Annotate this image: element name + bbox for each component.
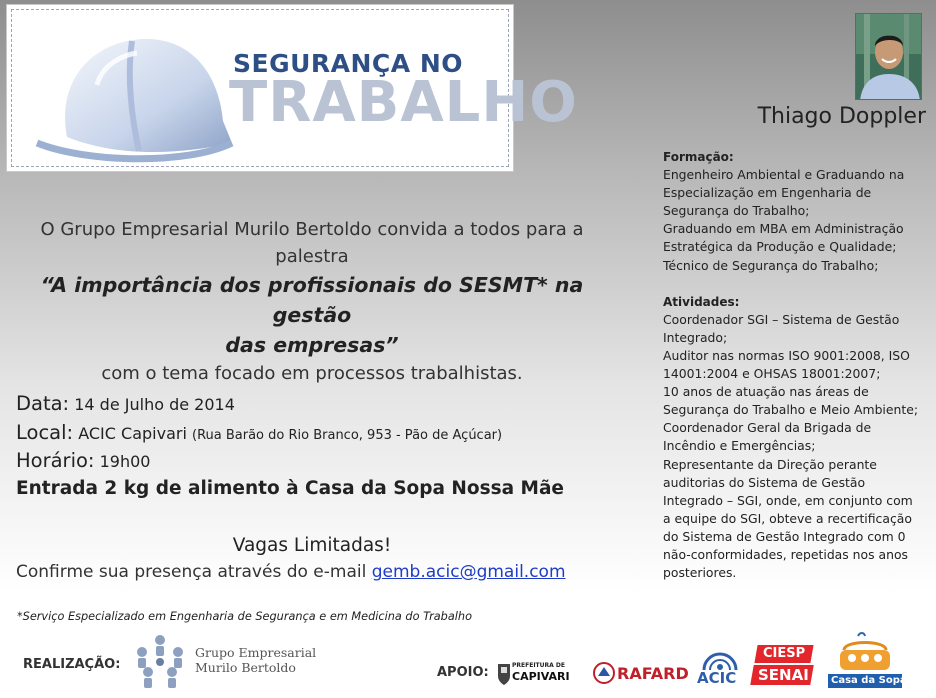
place-address: (Rua Barão do Rio Branco, 953 - Pão de Açúcar) <box>192 427 503 443</box>
invitation-block <box>12 216 612 387</box>
formacao-heading: Formação: <box>663 150 734 164</box>
ciesp-senai-logo <box>752 645 815 687</box>
realizacao-label: REALIZAÇÃO: <box>23 657 121 672</box>
cv-line: Segurança do Trabalho; <box>663 203 810 219</box>
time-row <box>16 449 616 478</box>
place-value: ACIC Capivari <box>78 423 187 443</box>
email-link[interactable]: gemb.acic@gmail.com <box>371 562 566 582</box>
cv-line: Incêndio e Emergências; <box>663 438 816 454</box>
cv-line: posteriores. <box>663 565 737 581</box>
cv-line: a equipe do SGI, obteve a recertificação <box>663 510 912 526</box>
capivari-logo <box>497 660 570 688</box>
invite-line-1: O Grupo Empresarial Murilo Bertoldo convida a todos para a <box>40 219 584 240</box>
grupo-line-2: Murilo Bertoldo <box>195 660 296 675</box>
cv-line: Representante da Direção perante <box>663 456 877 472</box>
place-label: Local: <box>16 420 74 444</box>
talk-title-line-2: das empresas” <box>225 333 399 357</box>
atividades-heading: Atividades: <box>663 294 740 309</box>
talk-title-line-1: “A importância dos profissionais do SESMT* na gestão <box>40 273 584 327</box>
cv-line: Segurança do Trabalho e Meio Ambiente; <box>663 402 919 418</box>
banner-title-top: SEGURANÇA NO <box>233 49 463 78</box>
confirm-text: Confirme sua presença através do e-mail <box>16 562 367 582</box>
footnote: *Serviço Especializado em Engenharia de Segurança e em Medicina do Trabalho <box>17 610 472 623</box>
apoio-label: APOIO: <box>437 665 489 680</box>
acic-text: ACIC <box>697 669 737 687</box>
confirm-line <box>16 562 566 582</box>
cv-line: não-conformidades, repetidas nos anos <box>663 546 908 562</box>
soup-pot-icon <box>830 632 900 676</box>
talk-theme: com o tema focado em processos trabalhistas. <box>101 363 523 384</box>
rafard-emblem-icon <box>593 662 615 684</box>
event-details <box>16 392 616 506</box>
grupo-logo-text <box>195 645 316 675</box>
date-label: Data: <box>16 392 70 415</box>
grupo-line-1: Grupo Empresarial <box>195 645 317 660</box>
rafard-logo <box>593 659 689 687</box>
casa-da-sopa-logo <box>825 630 905 694</box>
speaker-name: Thiago Doppler <box>757 104 926 129</box>
cv-line: do Sistema de Gestão Integrado com 0 <box>663 528 906 544</box>
cv-line: Especialização em Engenharia de <box>663 185 872 201</box>
senai-text: SENAI <box>758 666 809 684</box>
place-row <box>16 421 616 450</box>
entry-requirement: Entrada 2 kg de alimento à Casa da Sopa Nossa Mãe <box>16 477 564 499</box>
cv-line: Engenheiro Ambiental e Graduando na <box>663 167 905 183</box>
speaker-photo <box>855 13 922 100</box>
event-banner <box>6 4 578 172</box>
limited-seats: Vagas Limitadas! <box>232 535 392 556</box>
cv-line: 10 anos de atuação nas áreas de <box>663 384 869 400</box>
date-row <box>16 392 616 421</box>
coat-of-arms-icon <box>497 662 511 686</box>
cv-line: Estratégica da Produção e Qualidade; <box>663 239 897 255</box>
cv-line: Integrado; <box>663 329 728 345</box>
time-value: 19h00 <box>99 452 151 471</box>
cv-line: 14001:2004 e OHSAS 18001:2007; <box>663 366 881 382</box>
cv-line: Técnico de Segurança do Trabalho; <box>663 257 879 273</box>
ciesp-text: CIESP <box>763 646 806 661</box>
capivari-line-2: CAPIVARI <box>512 670 570 683</box>
rafard-text: RAFARD <box>617 664 689 683</box>
cv-line: Auditor nas normas ISO 9001:2008, ISO <box>663 347 910 363</box>
cv-line: Integrado – SGI, onde, em conjunto com <box>663 492 913 508</box>
invite-line-2: palestra <box>275 246 349 267</box>
cv-line: Coordenador Geral da Brigada de <box>663 420 872 436</box>
casa-da-sopa-text: Casa da Sopa <box>831 675 907 686</box>
speaker-cv <box>663 148 933 582</box>
banner-title-main: TRABALHO <box>229 70 578 135</box>
acic-logo <box>697 650 743 690</box>
cv-line: Graduando em MBA em Administração <box>663 221 904 237</box>
date-value: 14 de Julho de 2014 <box>74 395 235 414</box>
cv-line: Coordenador SGI – Sistema de Gestão <box>663 311 900 327</box>
safety-helmet-icon <box>27 25 237 165</box>
capivari-line-1: PREFEITURA DE <box>512 662 565 669</box>
cv-line: auditorias do Sistema de Gestão <box>663 474 866 490</box>
grupo-people-logo-icon <box>130 632 190 690</box>
time-label: Horário: <box>16 449 95 472</box>
